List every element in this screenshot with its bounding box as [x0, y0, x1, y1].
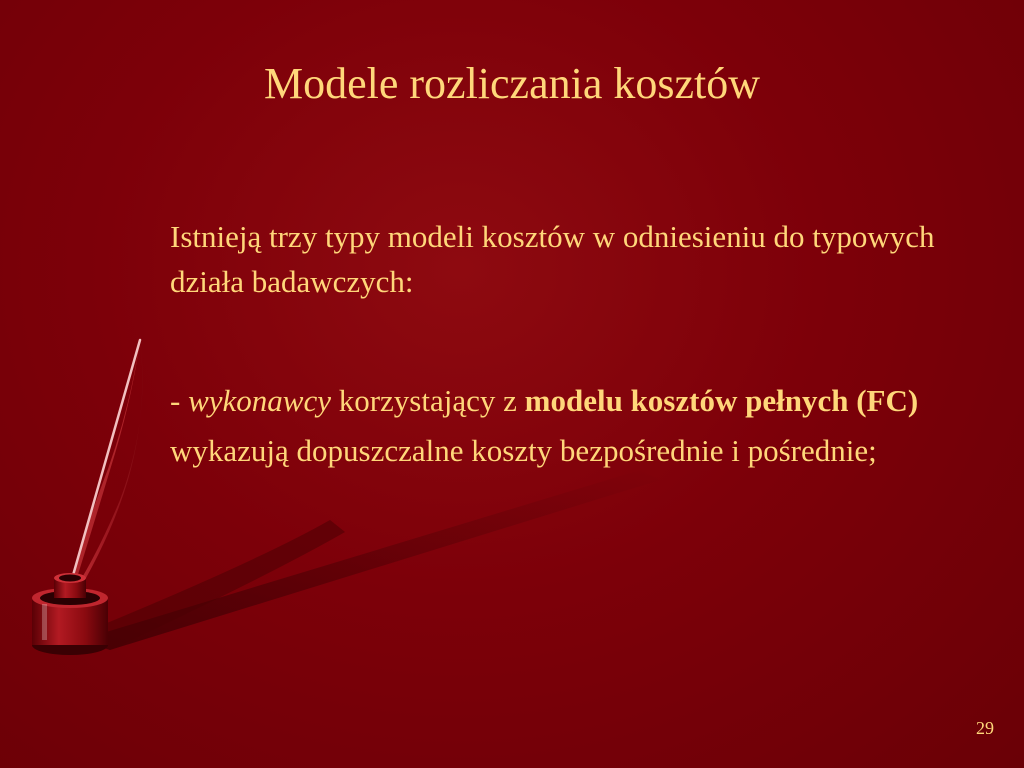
slide-title: Modele rozliczania kosztów: [263, 59, 761, 108]
bullet-item: [170, 376, 930, 476]
bullet-text-1: korzystający z: [330, 383, 525, 418]
bullet-bold-term: modelu kosztów pełnych (FC): [524, 383, 919, 418]
bullet-text-2: wykazują dopuszczalne koszty bezpośrednie i pośrednie;: [170, 433, 877, 468]
quill-shadow: [80, 470, 660, 650]
bullet-italic-term: wykonawcy: [188, 383, 331, 418]
intro-paragraph: Istnieją trzy typy modeli kosztów w odniesieniu do typowych działa badawczych:: [170, 219, 935, 299]
bullet-dash: -: [170, 383, 189, 418]
page-number: 29: [976, 718, 994, 738]
